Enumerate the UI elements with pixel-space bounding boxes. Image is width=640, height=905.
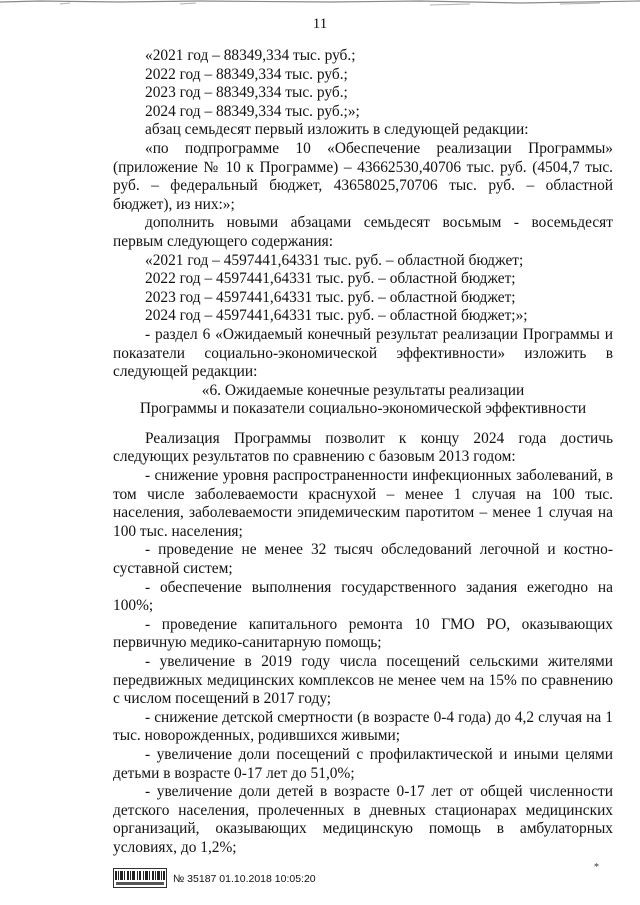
new-paragraphs-instruction: дополнить новыми абзацами семьдесят восьмым - восемьдесят первым следующего содержания:	[113, 214, 613, 250]
regional-budget-2022: 2022 год – 4597441,64331 тыс. руб. – областной бюджет;	[145, 270, 516, 288]
funding-line-2023: 2023 год – 88349,334 тыс. руб.;	[145, 84, 348, 102]
result-mobile-complexes: - увеличение в 2019 году числа посещений сельскими жителями передвижных медицинских комплексов не менее чем на 15% по сравнению с числом посещений в 2017 году;	[113, 653, 613, 708]
regional-budget-2024: 2024 год – 4597441,64331 тыс. руб. – областной бюджет;»;	[145, 307, 528, 325]
scan-edge-artifact	[0, 0, 640, 8]
document-body	[113, 47, 613, 858]
regional-budget-2021: «2021 год – 4597441,64331 тыс. руб. – областной бюджет;	[145, 251, 524, 269]
section-6-instruction: - раздел 6 «Ожидаемый конечный результат реализации Программы и показатели социально-экономической эффективности» изложить в следующей редакции:	[113, 325, 613, 381]
page-number: 11	[312, 16, 328, 32]
result-infection: - снижение уровня распространенности инфекционных заболеваний, в том числе заболеваемости краснухой – менее 1 случая на 100 тыс. населения, заболеваемости эпидемическим паротитом – менее 1 случая на 100 тыс. населения;	[113, 467, 613, 540]
subprogram-10-paragraph: «по подпрограмме 10 «Обеспечение реализации Программы» (приложение № 10 к Программе) – 43662530,40706 тыс. руб. (4504,7 тыс. руб. – федеральный бюджет, 43658025,70706 тыс. руб. – областной бюджет), из них:»;	[113, 139, 613, 213]
spacer	[113, 419, 613, 430]
barcode-stamp-icon	[113, 868, 167, 888]
results-intro: Реализация Программы позволит к концу 2024 года достичь следующих результатов по сравнению с базовым 2013 годом:	[113, 429, 613, 466]
section-heading-line-2: Программы и показатели социально-экономической эффективности	[139, 400, 587, 418]
funding-line-2024: 2024 год – 88349,334 тыс. руб.;»;	[145, 102, 360, 120]
corner-mark: *	[594, 862, 599, 873]
result-preventive-visits: - увеличение доли посещений с профилактической и иными целями детьми в возрасте 0-17 лет до 51,0%;	[113, 745, 613, 782]
section-heading-line-1: «6. Ожидаемые конечные результаты реализации	[201, 381, 525, 399]
document-registration-code: № 35187 01.10.2018 10:05:20	[173, 873, 316, 885]
paragraph-71-instruction: абзац семьдесят первый изложить в следующей редакции:	[145, 121, 529, 139]
result-state-task: - обеспечение выполнения государственного задания ежегодно на 100%;	[113, 578, 613, 615]
funding-line-2021: «2021 год – 88349,334 тыс. руб.;	[145, 47, 356, 64]
regional-budget-2023: 2023 год – 4597441,64331 тыс. руб. – областной бюджет;	[145, 288, 516, 306]
result-examinations: - проведение не менее 32 тысяч обследований легочной и костно-суставной систем;	[113, 541, 613, 578]
funding-line-2022: 2022 год – 88349,334 тыс. руб.;	[145, 65, 348, 83]
result-capital-repair: - проведение капитального ремонта 10 ГМО РО, оказывающих первичную медико-санитарную помощь;	[113, 615, 613, 652]
result-child-mortality: - снижение детской смертности (в возрасте 0-4 года) до 4,2 случая на 1 тыс. новорожденных, родившихся живыми;	[113, 708, 613, 745]
result-day-hospitals: - увеличение доли детей в возрасте 0-17 лет от общей численности детского населения, пролеченных в дневных стационарах медицинских организаций, оказывающих медицинскую помощь в амбулаторных условиях, до 1,2%;	[113, 783, 613, 856]
